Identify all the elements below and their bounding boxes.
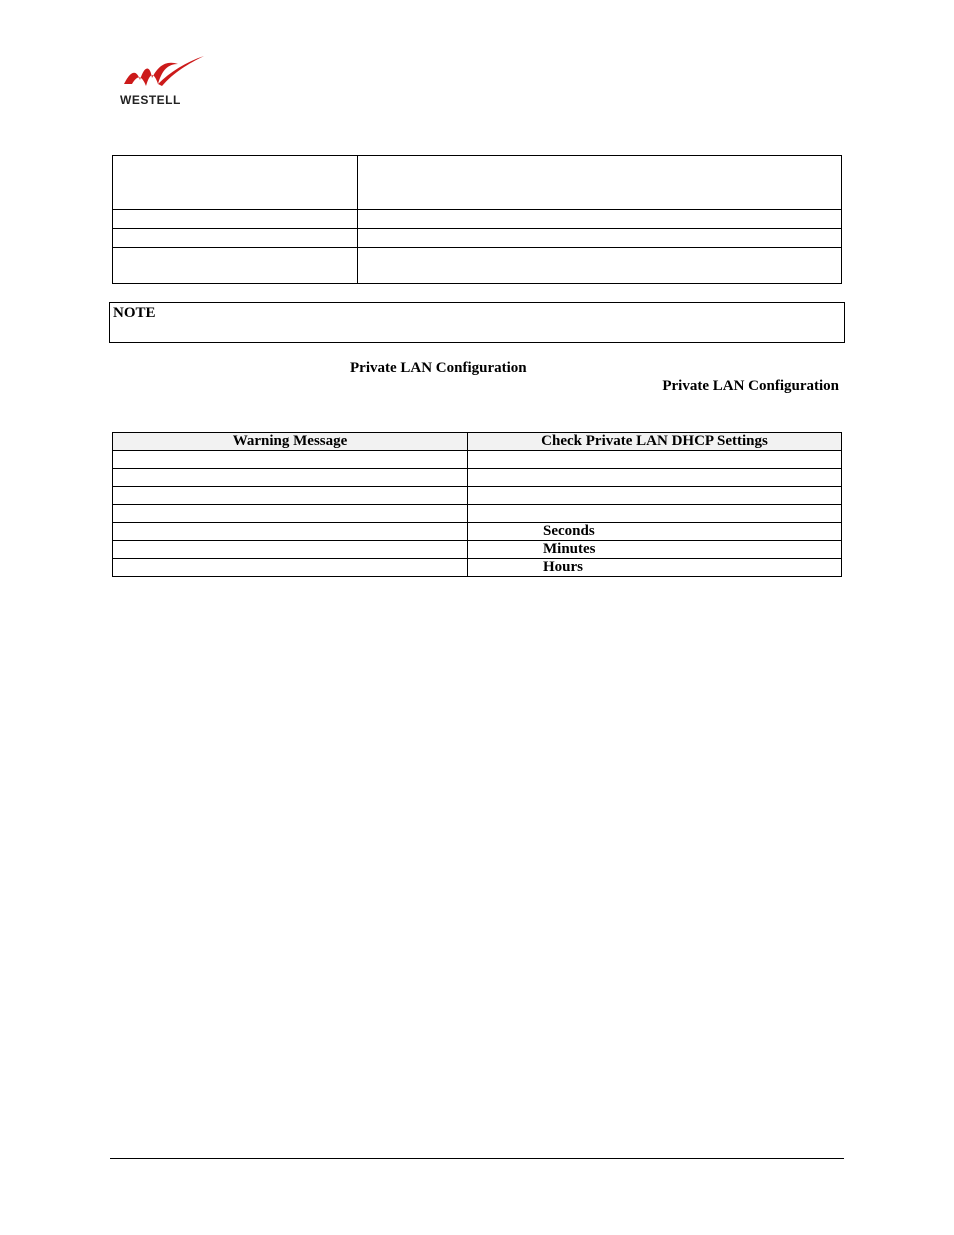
- table-cell: [113, 210, 358, 229]
- table-header-row: [113, 433, 842, 451]
- table-cell: [113, 156, 358, 210]
- table-cell: [358, 210, 842, 229]
- warning-message-table: [112, 432, 842, 577]
- table-row: [113, 451, 842, 469]
- table-cell: [358, 229, 842, 248]
- unit-seconds: Seconds: [468, 523, 842, 541]
- unit-minutes: Minutes: [468, 541, 842, 559]
- table-row: [113, 469, 842, 487]
- table-cell: [113, 229, 358, 248]
- footer-divider: [110, 1158, 844, 1159]
- column-header-check-settings: Check Private LAN DHCP Settings: [468, 433, 842, 451]
- table-row: [113, 559, 842, 577]
- unit-hours: Hours: [468, 559, 842, 577]
- private-lan-config-ref: Private LAN Configuration: [350, 360, 527, 376]
- table-row: [113, 487, 842, 505]
- info-table: [112, 155, 842, 284]
- table-row: [113, 523, 842, 541]
- table-row: [113, 541, 842, 559]
- private-lan-config-ref: Private LAN Configuration: [662, 378, 839, 394]
- logo-wordmark: WESTELL: [120, 93, 181, 107]
- table-cell: [358, 156, 842, 210]
- westell-logo: [118, 54, 208, 108]
- column-header-warning-message: Warning Message: [113, 433, 468, 451]
- note-box: [109, 302, 845, 343]
- westell-swoosh-icon: [118, 54, 208, 96]
- table-cell: [113, 248, 358, 284]
- table-cell: [358, 248, 842, 284]
- table-row: [113, 505, 842, 523]
- note-label: NOTE: [113, 305, 156, 321]
